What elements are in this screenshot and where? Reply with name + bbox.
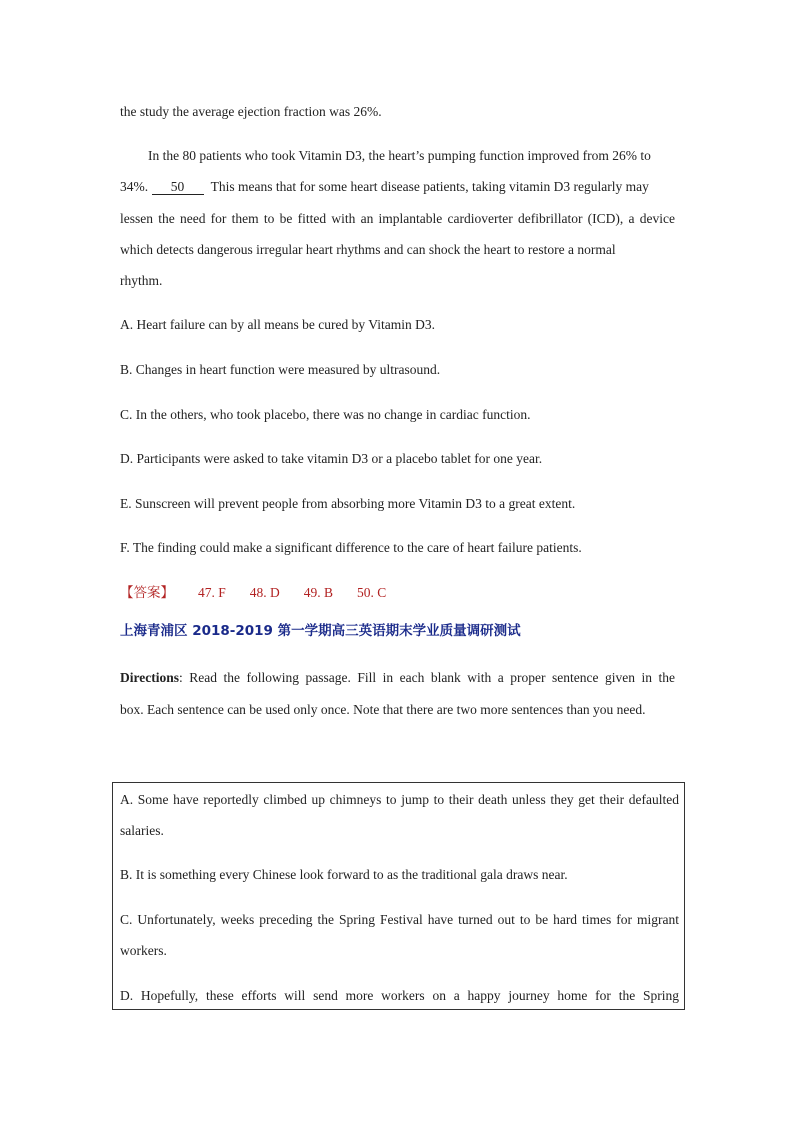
option-d: D. Participants were asked to take vitamin D3 or a placebo tablet for one year. xyxy=(120,451,543,466)
answer-item: 48. D xyxy=(249,585,280,600)
answer-item: 50. C xyxy=(357,585,387,600)
answer-item: 47. F xyxy=(198,585,226,600)
section-heading: 上海青浦区 2018-2019 第一学期高三英语期末学业质量调研测试 xyxy=(120,623,521,639)
option-f: F. The finding could make a significant difference to the care of heart failure patients. xyxy=(120,540,582,555)
passage-line: which detects dangerous irregular heart rhythms and can shock the heart to restore a normal xyxy=(120,242,616,257)
answer-label: 【答案】 xyxy=(120,585,174,600)
answer-item: 49. B xyxy=(303,585,334,600)
passage-line-with-blank xyxy=(120,178,649,196)
blank-50: 50 xyxy=(152,179,204,195)
answer-line xyxy=(120,584,386,602)
directions-line: box. Each sentence can be used only once. Note that there are two more sentences than you need. xyxy=(120,702,646,717)
box-sentence-c-cont: workers. xyxy=(120,943,167,958)
passage-text: This means that for some heart disease patients, taking vitamin D3 regularly may xyxy=(210,179,649,194)
directions-label: Directions xyxy=(120,670,179,685)
passage-line: In the 80 patients who took Vitamin D3, the heart’s pumping function improved from 26% to xyxy=(148,148,651,163)
box-sentence-c: C. Unfortunately, weeks preceding the Spring Festival have turned out to be hard times for migrant xyxy=(120,912,679,927)
directions-line xyxy=(120,669,675,687)
option-a: A. Heart failure can by all means be cured by Vitamin D3. xyxy=(120,317,435,332)
box-sentence-a: A. Some have reportedly climbed up chimneys to jump to their death unless they get their defaulted xyxy=(120,792,679,807)
box-sentence-a-cont: salaries. xyxy=(120,823,164,838)
option-b: B. Changes in heart function were measured by ultrasound. xyxy=(120,362,441,377)
passage-line: rhythm. xyxy=(120,273,163,288)
option-c: C. In the others, who took placebo, there was no change in cardiac function. xyxy=(120,407,531,422)
passage-text: 34%. xyxy=(120,179,149,194)
box-sentence-b: B. It is something every Chinese look forward to as the traditional gala draws near. xyxy=(120,867,568,882)
directions-text: : Read the following passage. Fill in each blank with a proper sentence given in the xyxy=(179,670,675,685)
option-e: E. Sunscreen will prevent people from absorbing more Vitamin D3 to a great extent. xyxy=(120,496,576,511)
box-sentence-d: D. Hopefully, these efforts will send more workers on a happy journey home for the Spring xyxy=(120,988,679,1003)
passage-line: lessen the need for them to be fitted with an implantable cardioverter defibrillator (ICD), a device xyxy=(120,211,675,226)
sentence-box xyxy=(112,782,685,1010)
passage-line: the study the average ejection fraction was 26%. xyxy=(120,104,382,119)
